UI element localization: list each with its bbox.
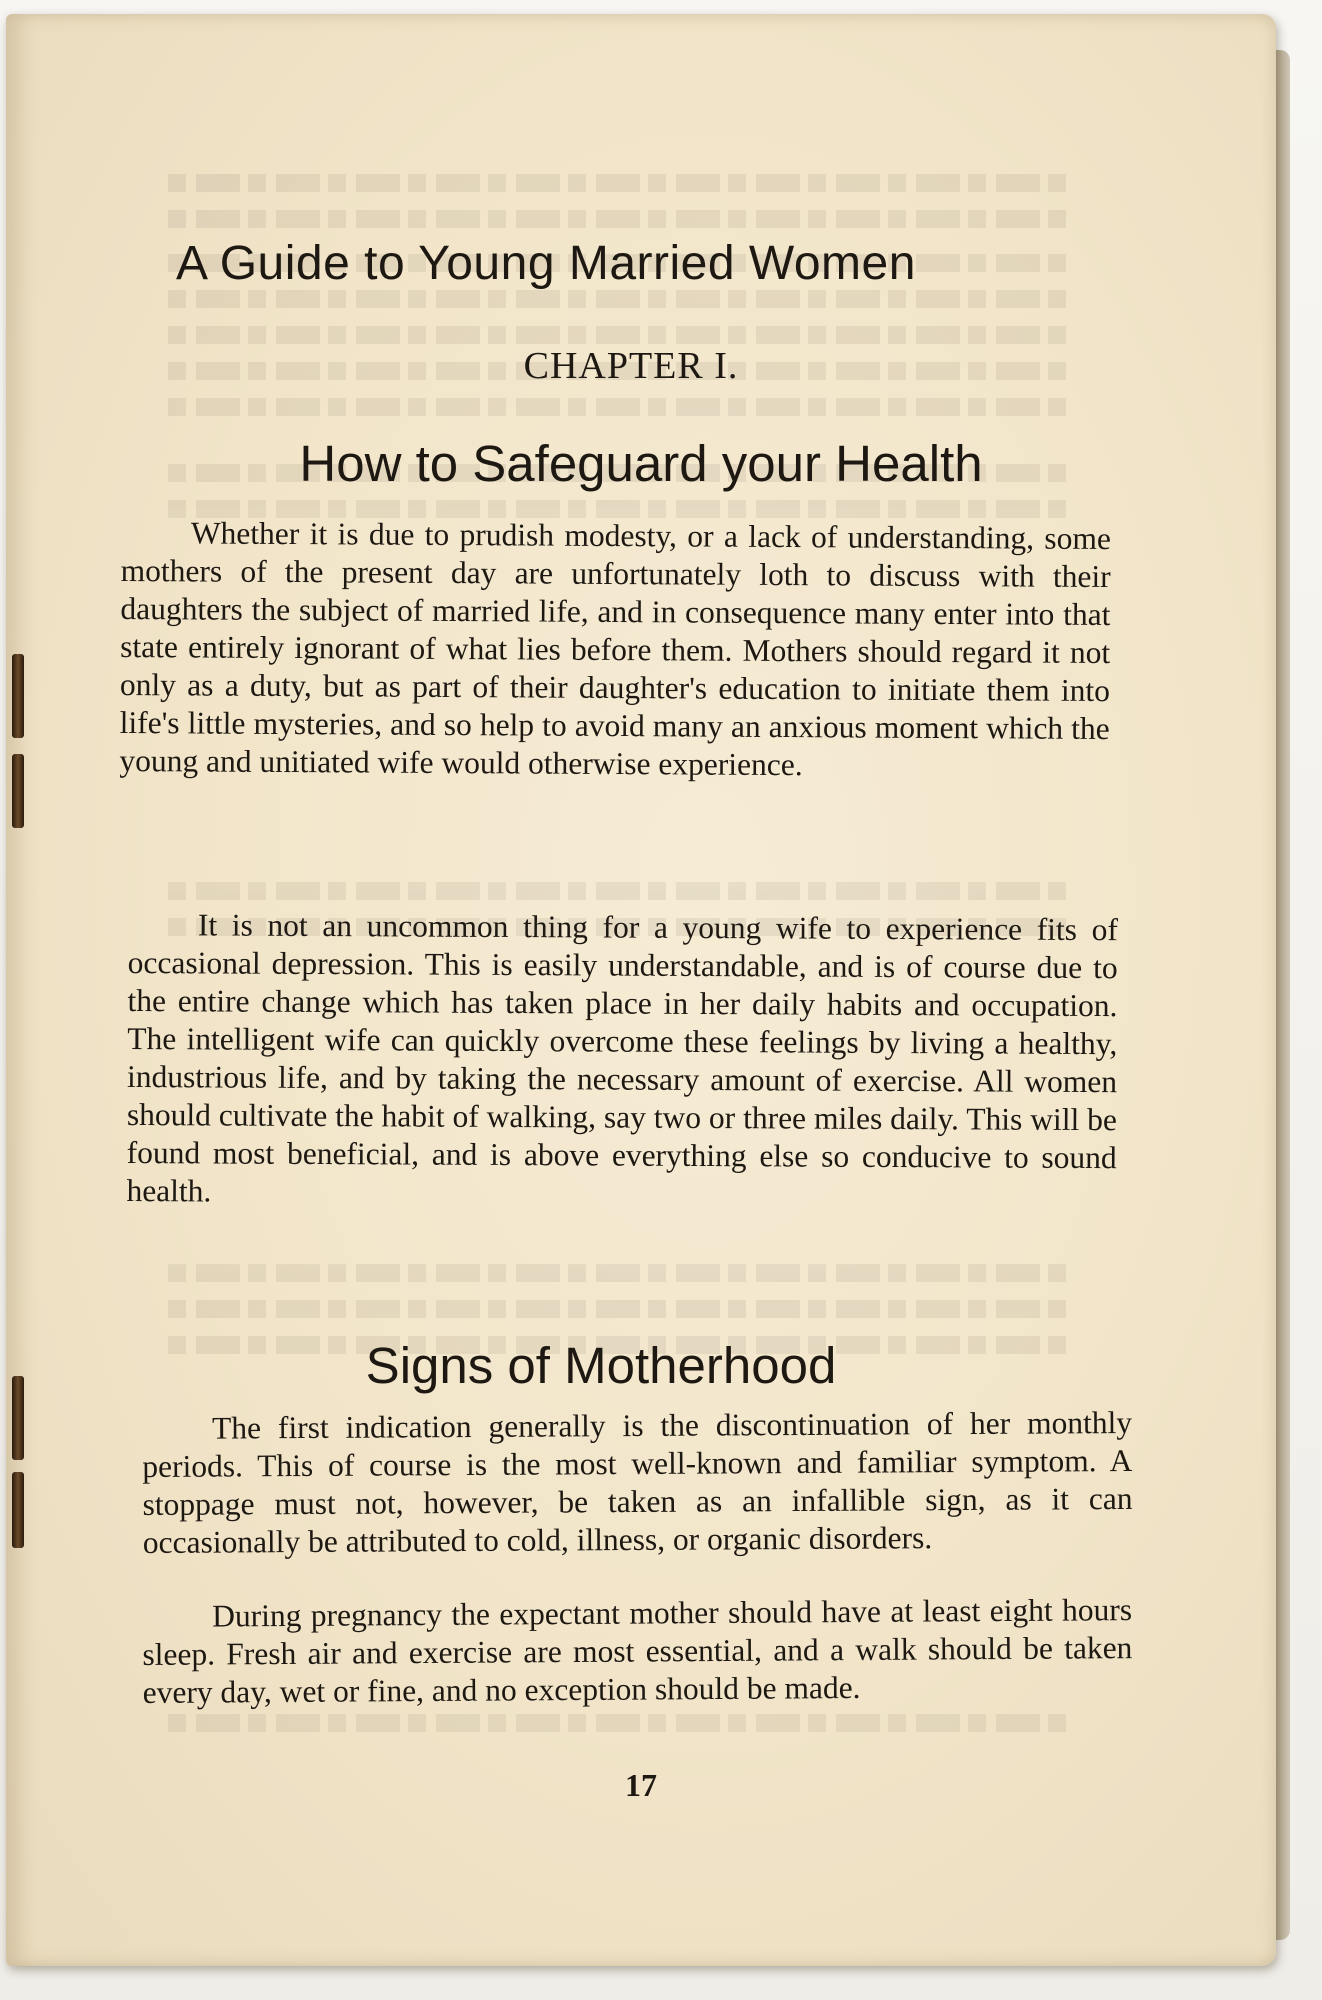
paragraph-block (142, 1591, 1133, 1712)
paragraph-block (126, 906, 1118, 1215)
page-number: 17 (625, 1767, 657, 1803)
page-content (6, 14, 1276, 1966)
chapter-label: CHAPTER I. (523, 345, 739, 387)
section-heading-motherhood: Signs of Motherhood (365, 1337, 837, 1394)
paragraph-block (119, 514, 1111, 786)
paragraph-text: It is not an uncommon thing for a young wife to experience fits of occasional depression. This is easily understandable, and is of course due to the entire change which has taken place in her daily habits and occupation. The intelligent wife can quickly overcome these feelings by living a healthy, industrious life, and by taking the necessary amount of exercise. All women should cultivate the habit of walking, say two or three miles daily. This will be found most beneficial, and is above everything else so conducive to sound health. (126, 907, 1118, 1209)
paragraph-text: The first indication generally is the discontinuation of her monthly periods. This of course is the most well-known and familiar symptom. A stoppage must not, however, be taken as an infallible sign, as it can occasionally be attributed to cold, illness, or organic disorders. (142, 1404, 1133, 1560)
section-heading-health: How to Safeguard your Health (299, 435, 983, 492)
running-title: A Guide to Young Married Women (176, 237, 916, 290)
paragraph-text: During pregnancy the expectant mother should have at least eight hours sleep. Fresh air and exercise are most essential, and a walk should be taken every day, wet or fine, and no exception should be made. (142, 1592, 1133, 1710)
paragraph-text: Whether it is due to prudish modesty, or a lack of understanding, some mothers of the present day are unfortunately loth to discuss with their daughters the subject of married life, and in consequence many enter into that state entirely ignorant of what lies before them. Mothers should regard it not only as a duty, but as part of their daughter's education to initiate them into life's little mysteries, and so help to avoid many an anxious moment which the young and unitiated wife would otherwise experience. (119, 515, 1111, 783)
paragraph-block (142, 1404, 1133, 1562)
book-page (6, 14, 1276, 1966)
